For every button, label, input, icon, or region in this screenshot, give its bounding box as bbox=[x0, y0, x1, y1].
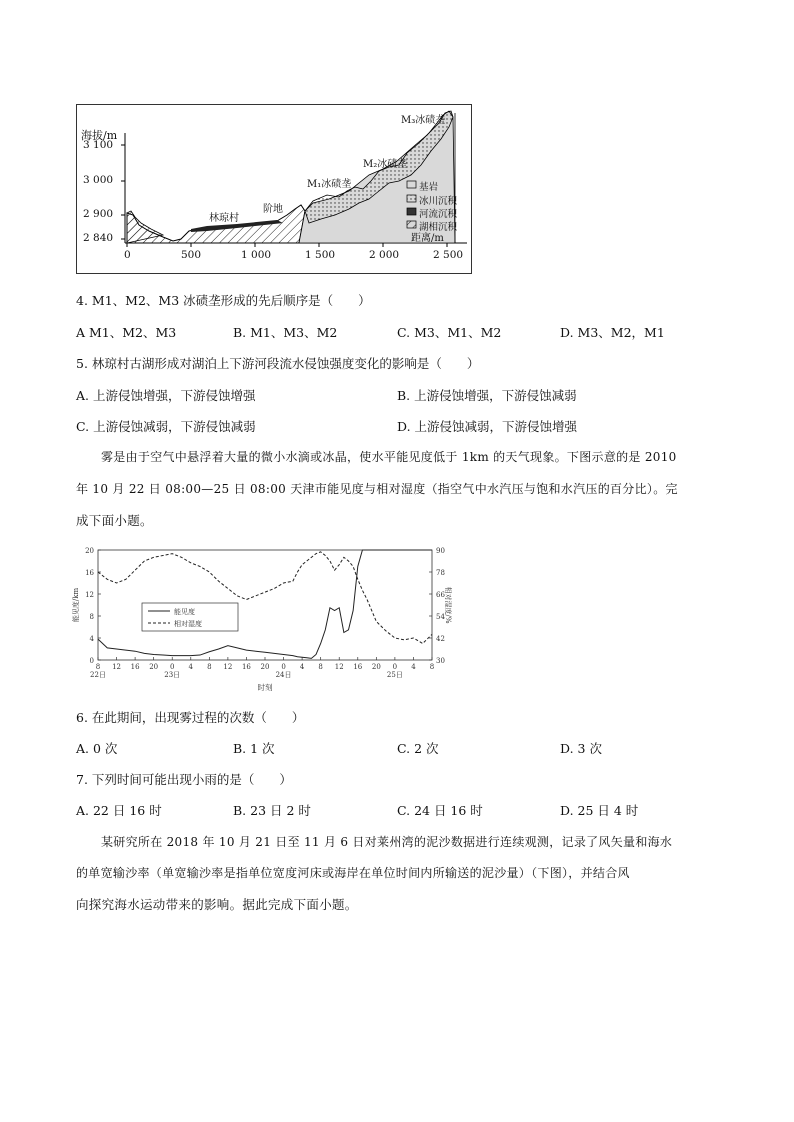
x-tick-label: 20 bbox=[260, 663, 270, 671]
label-m1: M₁冰碛垄 bbox=[307, 179, 352, 190]
chart-svg bbox=[70, 540, 450, 700]
profile-svg bbox=[77, 105, 471, 273]
question-7-option-b[interactable]: B. 23 日 2 时 bbox=[233, 803, 311, 818]
y-right-tick-label: 90 bbox=[436, 547, 445, 555]
question-6-stem: 6. 在此期间，出现雾过程的次数（ ） bbox=[76, 710, 305, 725]
y-right-tick-label: 30 bbox=[436, 657, 445, 665]
y-left-axis-label: 能见度/km bbox=[72, 587, 80, 623]
x-tick: 2 500 bbox=[433, 249, 464, 261]
passage-sediment-line-1: 某研究所在 2018 年 10 月 21 日至 11 月 6 日对莱州湾的泥沙数据进行连续观测，记录了风矢量和海水 bbox=[101, 835, 673, 849]
y-left-tick-label: 4 bbox=[89, 635, 94, 643]
passage-fog-line-1: 雾是由于空气中悬浮着大量的微小水滴或冰晶，使水平能见度低于 1km 的天气现象。下图示意的是 2010 bbox=[101, 450, 677, 464]
label-village: 林琼村 bbox=[209, 213, 239, 224]
passage-sediment-line-3: 向探究海水运动带来的影响。据此完成下面小题。 bbox=[76, 897, 358, 912]
y-right-tick-label: 42 bbox=[436, 635, 445, 643]
legend-lake: 湖相沉积 bbox=[419, 222, 458, 233]
legend-humidity-label: 相对湿度 bbox=[174, 620, 202, 628]
x-tick: 500 bbox=[181, 249, 202, 261]
x-tick: 1 000 bbox=[241, 249, 272, 261]
day-label: 23日 bbox=[164, 671, 181, 679]
x-tick-label: 16 bbox=[241, 663, 251, 671]
y-right-axis-label: 相对湿度/% bbox=[444, 586, 452, 624]
question-4-option-b[interactable]: B. M1、M3、M2 bbox=[233, 325, 338, 340]
y-tick: 3 000 bbox=[83, 174, 114, 186]
y-left-tick-label: 20 bbox=[85, 547, 94, 555]
y-axis-label: 海拔/m bbox=[81, 129, 118, 142]
legend-swatch-lake bbox=[407, 221, 416, 228]
figure-visibility-humidity bbox=[70, 540, 450, 700]
question-4-option-d[interactable]: D. M3、M2，M1 bbox=[560, 325, 665, 340]
label-m2: M₂冰碛垄 bbox=[363, 159, 408, 170]
question-5-option-c[interactable]: C. 上游侵蚀减弱，下游侵蚀减弱 bbox=[76, 419, 256, 434]
passage-fog-line-2: 年 10 月 22 日 08:00—25 日 08:00 天津市能见度与相对湿度（指空气中水汽压与饱和水汽压的百分比）。完 bbox=[76, 482, 678, 496]
day-label: 22日 bbox=[90, 671, 106, 679]
legend-swatch-bedrock bbox=[407, 181, 416, 188]
y-tick: 2 900 bbox=[83, 208, 114, 220]
x-tick-label: 20 bbox=[149, 663, 159, 671]
x-axis-label: 时刻 bbox=[257, 683, 273, 692]
question-4-option-c[interactable]: C. M3、M1、M2 bbox=[397, 325, 502, 340]
x-tick-label: 12 bbox=[112, 663, 122, 671]
day-label: 25日 bbox=[386, 671, 403, 679]
question-7-stem: 7. 下列时间可能出现小雨的是（ ） bbox=[76, 772, 292, 787]
question-4-option-a[interactable]: A M1、M2、M3 bbox=[76, 325, 177, 340]
x-tick-label: 8 bbox=[429, 663, 435, 671]
question-6-option-a[interactable]: A. 0 次 bbox=[76, 741, 118, 756]
y-right-tick-label: 66 bbox=[436, 591, 445, 599]
x-tick-label: 4 bbox=[188, 663, 194, 671]
question-6-option-d[interactable]: D. 3 次 bbox=[560, 741, 602, 756]
x-axis-label: 距离/m bbox=[411, 233, 444, 244]
x-tick-label: 4 bbox=[411, 663, 416, 671]
legend-glacial: 冰川沉积 bbox=[419, 196, 458, 207]
y-tick: 2 840 bbox=[83, 232, 114, 244]
y-left-tick-label: 0 bbox=[89, 657, 94, 665]
y-left-tick-label: 12 bbox=[85, 591, 94, 599]
day-label: 24日 bbox=[275, 671, 292, 679]
question-6-option-c[interactable]: C. 2 次 bbox=[397, 741, 439, 756]
x-tick-label: 20 bbox=[371, 663, 381, 671]
y-right-tick-label: 54 bbox=[436, 613, 445, 621]
question-7-option-d[interactable]: D. 25 日 4 时 bbox=[560, 803, 639, 818]
x-tick-label: 0 bbox=[169, 663, 175, 671]
legend-visibility-label: 能见度 bbox=[174, 608, 195, 616]
legend-river: 河流沉积 bbox=[419, 209, 458, 220]
passage-sediment-line-2: 的单宽输沙率（单宽输沙率是指单位宽度河床或海岸在单位时间内所输送的泥沙量）（下图），并结合风 bbox=[76, 866, 630, 880]
legend-swatch-river bbox=[407, 208, 416, 215]
x-tick-label: 0 bbox=[281, 663, 286, 671]
label-m3: M₃冰碛垄 bbox=[401, 115, 446, 126]
x-tick-label: 8 bbox=[207, 663, 212, 671]
question-7-option-a[interactable]: A. 22 日 16 时 bbox=[76, 803, 162, 818]
x-tick-label: 16 bbox=[353, 663, 363, 671]
question-5-option-d[interactable]: D. 上游侵蚀减弱，下游侵蚀增强 bbox=[397, 419, 578, 434]
figure-glacier-profile bbox=[76, 104, 472, 274]
x-tick-label: 12 bbox=[334, 663, 344, 671]
y-tick: 3 100 bbox=[83, 139, 114, 151]
question-5-option-a[interactable]: A. 上游侵蚀增强，下游侵蚀增强 bbox=[76, 388, 256, 403]
question-6-option-b[interactable]: B. 1 次 bbox=[233, 741, 275, 756]
question-7-option-c[interactable]: C. 24 日 16 时 bbox=[397, 803, 483, 818]
x-tick: 1 500 bbox=[305, 249, 336, 261]
x-tick: 0 bbox=[124, 249, 131, 261]
legend-bedrock: 基岩 bbox=[419, 182, 439, 193]
label-terrace: 阶地 bbox=[263, 204, 283, 215]
x-tick: 2 000 bbox=[369, 249, 400, 261]
y-left-tick-label: 16 bbox=[85, 569, 94, 577]
question-5-stem: 5. 林琼村古湖形成对湖泊上下游河段流水侵蚀强度变化的影响是（ ） bbox=[76, 356, 480, 371]
passage-fog-line-3: 成下面小题。 bbox=[76, 513, 153, 528]
x-tick-label: 16 bbox=[130, 663, 140, 671]
x-tick-label: 12 bbox=[223, 663, 233, 671]
y-left-tick-label: 8 bbox=[89, 613, 94, 621]
x-tick-label: 8 bbox=[318, 663, 323, 671]
question-5-option-b[interactable]: B. 上游侵蚀增强，下游侵蚀减弱 bbox=[397, 388, 577, 403]
x-tick-label: 0 bbox=[392, 663, 398, 671]
x-tick-label: 4 bbox=[299, 663, 305, 671]
y-right-tick-label: 78 bbox=[436, 569, 445, 577]
question-4-stem: 4. M1、M2、M3 冰碛垄形成的先后顺序是（ ） bbox=[76, 293, 371, 308]
x-tick-label: 8 bbox=[95, 663, 101, 671]
legend-swatch-glacial bbox=[407, 195, 416, 202]
